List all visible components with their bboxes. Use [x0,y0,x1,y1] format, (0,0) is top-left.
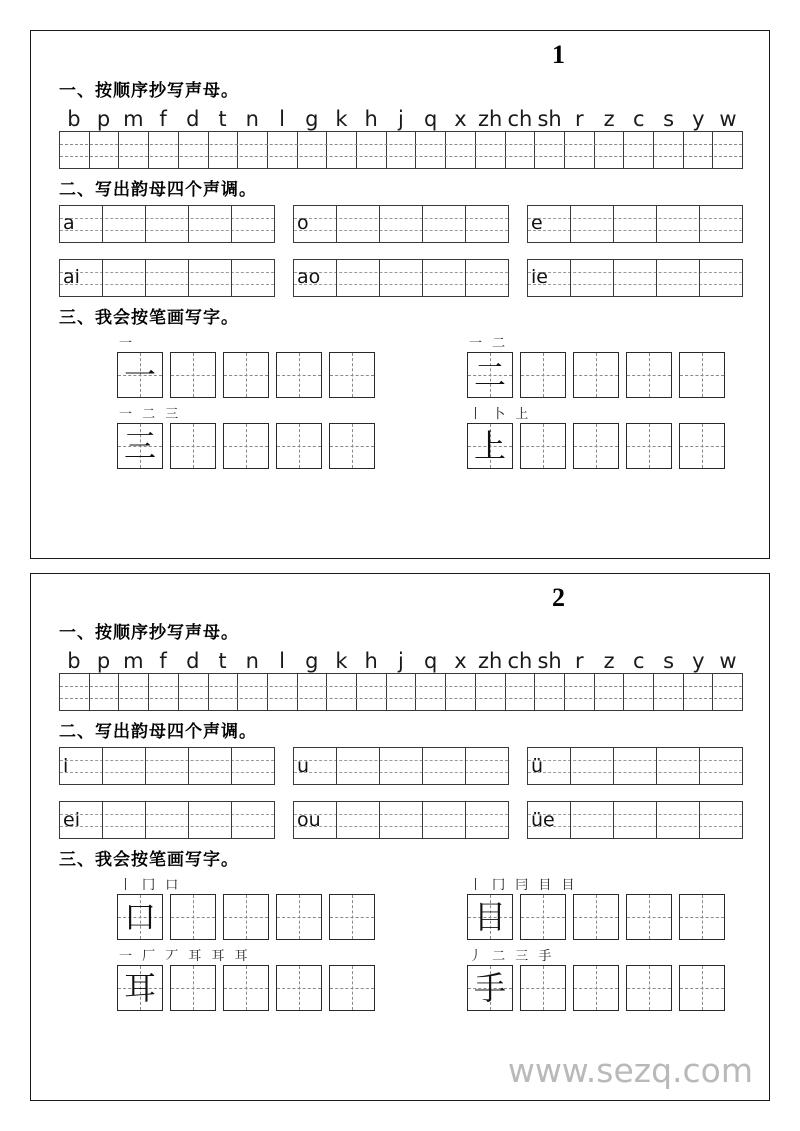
pinyin-write-cell[interactable] [713,674,742,710]
vowel-write-cell[interactable] [337,748,380,784]
tianzige-write-cell[interactable] [626,965,672,1011]
stroke-order-hint: 丨 冂 冃 目 目 [469,878,578,894]
pinyin-write-cell[interactable] [268,132,298,168]
consonant-letter: c [633,106,645,131]
pinyin-write-cell[interactable] [654,674,684,710]
character-group [467,877,745,940]
consonant-letter: k [335,106,348,131]
vowel-prompt-cell[interactable]: üe [528,802,571,838]
vowel-practice-box[interactable] [59,259,275,297]
tianzige-model-cell[interactable] [117,965,163,1011]
pinyin-write-cell[interactable] [327,674,357,710]
vowel-write-cell[interactable] [146,748,189,784]
consonant-letter-row [59,646,743,672]
tianzige-write-cell[interactable] [223,352,269,398]
tianzige-write-cell[interactable] [626,352,672,398]
pinyin-write-cell[interactable] [179,674,209,710]
pinyin-write-cell[interactable] [506,132,536,168]
pinyin-write-cell[interactable] [684,132,714,168]
tianzige-write-cell[interactable] [329,352,375,398]
tianzige-model-cell[interactable] [467,894,513,940]
tianzige-row [117,965,395,1011]
vowel-write-cell[interactable] [657,802,700,838]
consonant-letter: p [96,106,111,131]
vowel-prompt-cell[interactable]: a [60,206,103,242]
pinyin-write-cell[interactable] [238,132,268,168]
vowel-prompt-cell[interactable]: u [294,748,337,784]
tianzige-write-cell[interactable] [170,894,216,940]
consonant-letter: f [159,649,167,674]
character-row [45,948,755,1011]
vowel-write-cell[interactable] [614,748,657,784]
vowel-write-cell[interactable] [423,206,466,242]
vowel-practice-box[interactable] [293,259,509,297]
vowel-practice-box[interactable] [527,205,743,243]
vowel-write-cell[interactable] [700,206,742,242]
consonant-letter: n [245,106,259,131]
vowel-practice-box[interactable] [59,205,275,243]
stroke-order-hint: 丨 冂 口 [119,878,182,894]
pinyin-write-cell[interactable] [357,132,387,168]
consonant-letter: b [67,106,81,131]
pinyin-write-cell[interactable] [713,132,742,168]
consonant-letter: y [692,106,705,131]
consonant-letter: d [186,106,200,131]
vowel-write-cell[interactable] [423,260,466,296]
vowel-write-cell[interactable] [466,260,508,296]
tianzige-row [117,894,395,940]
vowel-write-cell[interactable] [103,802,146,838]
stroke-order-hint: 一 厂 丆 耳 耳 耳 [119,949,251,965]
pinyin-fourline-grid[interactable] [59,131,743,169]
pinyin-write-cell[interactable] [387,132,417,168]
tianzige-write-cell[interactable] [223,423,269,469]
section-title-section-1: 一、按顺序抄写声母。 [59,623,239,644]
tianzige-write-cell[interactable] [520,423,566,469]
vowel-write-cell[interactable] [614,206,657,242]
consonant-letter: g [305,649,319,674]
consonant-letter: x [454,106,467,131]
pinyin-write-cell[interactable] [416,674,446,710]
tianzige-row [117,423,395,469]
vowel-write-cell[interactable] [700,802,742,838]
pinyin-write-cell[interactable] [209,132,239,168]
vowel-row [59,747,743,785]
page-number: 2 [552,582,565,612]
character-group [117,877,395,940]
vowel-write-cell[interactable] [337,260,380,296]
pinyin-write-cell[interactable] [209,674,239,710]
consonant-letter: b [67,649,81,674]
vowel-write-cell[interactable] [571,260,614,296]
tianzige-write-cell[interactable] [170,423,216,469]
section-title-section-2: 二、写出韵母四个声调。 [59,179,257,200]
stroke-order-hint: 一 二 [469,335,509,351]
consonant-letter: f [159,106,167,131]
pinyin-write-cell[interactable] [684,674,714,710]
consonant-letter: ch [507,649,533,674]
vowel-write-cell[interactable] [614,802,657,838]
vowel-box-rows [59,205,743,297]
pinyin-write-cell[interactable] [90,132,120,168]
model-character: 一 [123,355,156,394]
vowel-write-cell[interactable] [466,802,508,838]
tianzige-row [467,423,745,469]
pinyin-write-cell[interactable] [60,132,90,168]
pinyin-write-cell[interactable] [149,674,179,710]
tianzige-row [117,352,395,398]
vowel-write-cell[interactable] [103,260,146,296]
consonant-letter: l [279,106,285,131]
model-character: 三 [123,426,156,465]
pinyin-write-cell[interactable] [595,132,625,168]
pinyin-write-cell[interactable] [595,674,625,710]
page-number: 1 [552,40,565,69]
vowel-prompt-cell[interactable]: ou [294,802,337,838]
consonant-letter: m [123,649,144,674]
model-character: 耳 [123,969,156,1008]
vowel-practice-box[interactable] [527,259,743,297]
pinyin-write-cell[interactable] [387,674,417,710]
vowel-write-cell[interactable] [189,260,232,296]
character-group [117,335,395,398]
tianzige-model-cell[interactable] [467,965,513,1011]
tianzige-row [467,352,745,398]
pinyin-write-cell[interactable] [298,674,328,710]
pinyin-write-cell[interactable] [446,132,476,168]
consonant-letter: c [633,649,645,674]
consonant-letter: x [454,649,467,674]
section-title-section-3: 三、我会按笔画写字。 [59,850,239,871]
consonant-letter: m [123,106,144,131]
consonant-letter: l [279,649,285,674]
consonant-letter: p [96,649,111,674]
stroke-order-hint: 一 二 三 [119,406,182,422]
consonant-letter: y [692,649,705,674]
vowel-write-cell[interactable] [232,802,274,838]
consonant-letter: h [364,649,378,674]
consonant-letter: k [335,649,348,674]
vowel-write-cell[interactable] [232,260,274,296]
consonant-letter: q [424,106,438,131]
tianzige-row [467,965,745,1011]
worksheet-sheet-2 [30,573,770,1102]
tianzige-write-cell[interactable] [679,965,725,1011]
tianzige-write-cell[interactable] [223,894,269,940]
tianzige-write-cell[interactable] [679,894,725,940]
pinyin-write-cell[interactable] [624,674,654,710]
character-group [117,406,395,469]
tianzige-write-cell[interactable] [223,965,269,1011]
model-character: 上 [473,426,506,465]
vowel-write-cell[interactable] [700,260,742,296]
model-character: 目 [473,898,506,937]
pinyin-write-cell[interactable] [476,132,506,168]
tianzige-write-cell[interactable] [573,965,619,1011]
tianzige-write-cell[interactable] [276,352,322,398]
vowel-practice-box[interactable] [59,801,275,839]
vowel-write-cell[interactable] [657,206,700,242]
vowel-write-cell[interactable] [380,748,423,784]
vowel-write-cell[interactable] [189,748,232,784]
character-row [45,335,755,398]
tianzige-write-cell[interactable] [329,965,375,1011]
pinyin-write-cell[interactable] [327,132,357,168]
vowel-write-cell[interactable] [423,748,466,784]
vowel-write-cell[interactable] [571,802,614,838]
vowel-practice-box[interactable] [59,747,275,785]
tianzige-write-cell[interactable] [520,965,566,1011]
vowel-practice-box[interactable] [527,801,743,839]
pinyin-write-cell[interactable] [476,674,506,710]
pinyin-fourline-grid[interactable] [59,673,743,711]
vowel-write-cell[interactable] [146,802,189,838]
tianzige-write-cell[interactable] [170,965,216,1011]
vowel-write-cell[interactable] [146,260,189,296]
vowel-write-cell[interactable] [380,802,423,838]
character-group [117,948,395,1011]
vowel-box-rows [59,747,743,839]
pinyin-write-cell[interactable] [119,674,149,710]
consonant-letter: s [663,649,675,674]
vowel-row [59,259,743,297]
consonant-letter: d [186,649,200,674]
tianzige-write-cell[interactable] [276,423,322,469]
vowel-write-cell[interactable] [380,206,423,242]
consonant-letter: z [603,106,615,131]
pinyin-write-cell[interactable] [446,674,476,710]
tianzige-write-cell[interactable] [170,352,216,398]
model-character: 口 [123,898,156,937]
pinyin-write-cell[interactable] [298,132,328,168]
vowel-practice-box[interactable] [293,747,509,785]
vowel-write-cell[interactable] [614,260,657,296]
consonant-letter: n [245,649,259,674]
pinyin-write-cell[interactable] [506,674,536,710]
character-group [467,406,745,469]
tianzige-write-cell[interactable] [329,894,375,940]
consonant-letter: zh [477,649,503,674]
model-character: 手 [473,969,506,1008]
vowel-write-cell[interactable] [571,206,614,242]
vowel-write-cell[interactable] [380,260,423,296]
vowel-prompt-cell[interactable]: ei [60,802,103,838]
consonant-letter: j [398,106,404,131]
consonant-letter: s [663,106,675,131]
vowel-practice-box[interactable] [527,747,743,785]
tianzige-write-cell[interactable] [679,352,725,398]
tianzige-write-cell[interactable] [276,894,322,940]
pinyin-write-cell[interactable] [60,674,90,710]
vowel-write-cell[interactable] [657,260,700,296]
vowel-write-cell[interactable] [700,748,742,784]
consonant-letter: q [424,649,438,674]
section-title-section-2: 二、写出韵母四个声调。 [59,722,257,743]
site-watermark: www.sezq.com [507,1051,753,1090]
vowel-write-cell[interactable] [189,206,232,242]
model-character: 二 [473,355,506,394]
tianzige-model-cell[interactable] [467,352,513,398]
tianzige-write-cell[interactable] [626,423,672,469]
pinyin-write-cell[interactable] [149,132,179,168]
pinyin-write-cell[interactable] [624,132,654,168]
vowel-prompt-cell[interactable]: ao [294,260,337,296]
consonant-letter: h [364,106,378,131]
tianzige-write-cell[interactable] [679,423,725,469]
vowel-write-cell[interactable] [337,206,380,242]
character-practice-block [45,335,755,544]
consonant-letter: w [719,649,737,674]
character-practice-block [45,877,755,1086]
vowel-write-cell[interactable] [466,206,508,242]
consonant-letter: zh [477,106,503,131]
consonant-letter: j [398,649,404,674]
vowel-write-cell[interactable] [466,748,508,784]
pinyin-write-cell[interactable] [119,132,149,168]
consonant-letter: sh [537,106,562,131]
pinyin-write-cell[interactable] [268,674,298,710]
tianzige-write-cell[interactable] [573,894,619,940]
vowel-write-cell[interactable] [146,206,189,242]
consonant-letter: t [218,106,227,131]
vowel-write-cell[interactable] [571,748,614,784]
vowel-write-cell[interactable] [103,206,146,242]
pinyin-write-cell[interactable] [654,132,684,168]
section-title-section-3: 三、我会按笔画写字。 [59,307,239,328]
consonant-letter: r [575,106,584,131]
tianzige-model-cell[interactable] [117,894,163,940]
tianzige-write-cell[interactable] [329,423,375,469]
tianzige-model-cell[interactable] [467,423,513,469]
worksheet-sheet-1 [30,30,770,559]
consonant-letter: r [575,649,584,674]
tianzige-write-cell[interactable] [520,894,566,940]
vowel-practice-box[interactable] [293,801,509,839]
character-row [45,406,755,469]
consonant-letter-row [59,104,743,130]
section-title-section-1: 一、按顺序抄写声母。 [59,80,239,101]
consonant-letter: sh [537,649,562,674]
vowel-write-cell[interactable] [657,748,700,784]
vowel-prompt-cell[interactable]: i [60,748,103,784]
character-row [45,877,755,940]
tianzige-model-cell[interactable] [117,352,163,398]
consonant-letter: g [305,106,319,131]
consonant-letter: w [719,106,737,131]
vowel-prompt-cell[interactable]: e [528,206,571,242]
stroke-order-hint: 丿 二 三 手 [469,949,555,965]
character-group [467,948,745,1011]
vowel-prompt-cell[interactable]: ü [528,748,571,784]
stroke-order-hint: 一 [119,335,136,351]
vowel-write-cell[interactable] [232,748,274,784]
tianzige-model-cell[interactable] [117,423,163,469]
pinyin-write-cell[interactable] [565,132,595,168]
consonant-letter: z [603,649,615,674]
vowel-write-cell[interactable] [337,802,380,838]
tianzige-write-cell[interactable] [573,352,619,398]
pinyin-write-cell[interactable] [357,674,387,710]
vowel-write-cell[interactable] [232,206,274,242]
tianzige-write-cell[interactable] [276,965,322,1011]
vowel-row [59,801,743,839]
vowel-prompt-cell[interactable]: ai [60,260,103,296]
tianzige-row [467,894,745,940]
pinyin-write-cell[interactable] [535,132,565,168]
tianzige-write-cell[interactable] [573,423,619,469]
tianzige-write-cell[interactable] [520,352,566,398]
pinyin-write-cell[interactable] [179,132,209,168]
stroke-order-hint: 丨 卜 上 [469,406,532,422]
vowel-prompt-cell[interactable]: o [294,206,337,242]
consonant-letter: t [218,649,227,674]
vowel-write-cell[interactable] [189,802,232,838]
pinyin-write-cell[interactable] [90,674,120,710]
vowel-write-cell[interactable] [103,748,146,784]
tianzige-write-cell[interactable] [626,894,672,940]
character-group [467,335,745,398]
consonant-letter: ch [507,106,533,131]
pinyin-write-cell[interactable] [565,674,595,710]
vowel-write-cell[interactable] [423,802,466,838]
vowel-row [59,205,743,243]
vowel-prompt-cell[interactable]: ie [528,260,571,296]
pinyin-write-cell[interactable] [535,674,565,710]
pinyin-write-cell[interactable] [416,132,446,168]
pinyin-write-cell[interactable] [238,674,268,710]
vowel-practice-box[interactable] [293,205,509,243]
